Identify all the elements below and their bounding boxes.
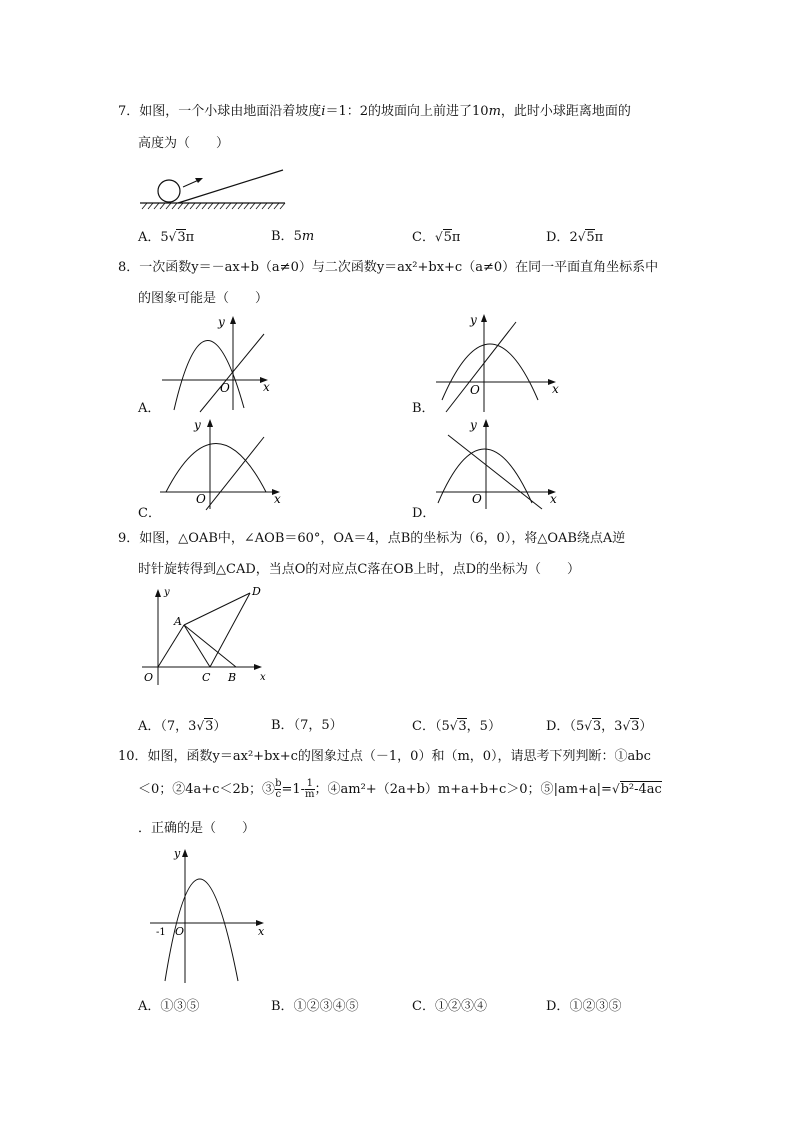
q9-line2: 时针旋转得到△CAD，当点O的对应点C落在OB上时，点D的坐标为（ ）	[138, 562, 580, 577]
svg-text:x: x	[274, 492, 281, 506]
q10-text: 如图，函数y＝ax²+bx+c的图象过点（－1，0）和（m，0），请思考下列判断：①abc	[147, 749, 651, 764]
q9-option-a: A．（7，3√3）	[138, 719, 227, 734]
ball	[158, 180, 180, 202]
slope-line	[178, 170, 283, 203]
svg-text:y: y	[164, 587, 170, 598]
q10-option-c: C．①②③④	[412, 999, 487, 1014]
q10-graph	[148, 845, 278, 985]
q9-text: 如图，△OAB中，∠AOB＝60°，OA＝4，点B的坐标为（6，0），将△OAB绕点A逆	[139, 531, 626, 546]
q8-graph-a	[158, 312, 278, 412]
q9-number: 9．	[118, 531, 140, 546]
q7-text-c: ，此时小球距离地面的	[500, 104, 631, 119]
q9-figure	[140, 585, 280, 690]
q7-option-b: B．5m	[271, 229, 315, 244]
svg-text:O: O	[470, 383, 480, 397]
svg-text:x: x	[550, 492, 557, 506]
q7-option-c: C．√5π	[412, 230, 461, 245]
q7-number: 7．	[118, 104, 140, 119]
svg-text:x: x	[552, 382, 559, 396]
q10-option-d: D．①②③⑤	[546, 999, 622, 1014]
svg-text:-1: -1	[156, 927, 166, 938]
svg-text:O: O	[144, 671, 154, 684]
q8-option-d: D．	[412, 506, 436, 521]
svg-text:x: x	[263, 380, 270, 394]
q9-option-c: C．（5√3，5）	[412, 719, 501, 734]
q8-line2: 的图象可能是（ ）	[138, 291, 269, 306]
q7-text-b: ＝1：2的坡面向上前进了10	[325, 104, 489, 119]
svg-text:y: y	[470, 313, 477, 327]
svg-text:O: O	[175, 925, 185, 938]
svg-text:O: O	[196, 492, 206, 506]
svg-text:B: B	[228, 671, 237, 684]
svg-text:y: y	[470, 418, 477, 432]
q8-graph-c	[158, 415, 288, 510]
q7-line1	[118, 103, 631, 121]
q10-radicand: b²-4ac	[620, 782, 662, 797]
ground-hatch	[142, 203, 285, 209]
q8-graph-b	[434, 310, 564, 415]
q10-option-a: A．①③⑤	[138, 999, 200, 1014]
q7-text-a: 如图，一个小球由地面沿着坡度	[139, 104, 322, 119]
q7-unit-m: m	[488, 104, 501, 119]
svg-text:y: y	[174, 847, 181, 860]
q9-line1	[118, 530, 625, 548]
q10-line3: ．正确的是（ ）	[138, 821, 256, 836]
q7-var-i: i	[321, 104, 326, 119]
q9-option-d: D．（5√3，3√3）	[546, 719, 653, 734]
svg-text:y: y	[218, 315, 225, 329]
q8-text: 一次函数y＝－ax+b（a≠0）与二次函数y＝ax²+bx+c（a≠0）在同一平面直角坐标系中	[139, 260, 659, 275]
q9-option-b: B．（7，5）	[271, 718, 343, 733]
q10-option-b: B．①②③④⑤	[271, 999, 359, 1014]
q8-line1	[118, 259, 658, 277]
svg-text:C: C	[202, 671, 211, 684]
q10-line2: ＜0；②4a+c＜2b；③ $\frac{b}{c}$ =1- $\frac{1}{m}$ ；④am²+（2a+b）m+a+b+c＞0；⑤|am+a|=√b²-4ac	[138, 778, 662, 800]
q8-option-b: B．	[412, 401, 435, 416]
q7-option-a: A．5√3π	[138, 230, 195, 245]
svg-text:D: D	[252, 585, 261, 598]
svg-text:A: A	[174, 615, 182, 628]
q10-line1	[118, 748, 651, 766]
svg-text:x: x	[258, 925, 265, 938]
svg-text:O: O	[220, 381, 230, 395]
q7-option-d: D．2√5π	[546, 230, 604, 245]
svg-text:O: O	[472, 492, 482, 506]
q8-number: 8．	[118, 260, 140, 275]
q7-slope-figure	[138, 165, 288, 215]
svg-text:x: x	[260, 672, 266, 683]
q7-line2: 高度为（ ）	[138, 136, 230, 151]
q10-number: 10．	[118, 749, 148, 764]
q10-abs-expr: |am+a|=	[553, 782, 612, 797]
svg-text:y: y	[194, 418, 201, 432]
q8-option-c: C．	[138, 506, 161, 521]
q10-fraction-1-over-m: $\frac{1}{m}$	[305, 778, 315, 800]
q10-fraction-b-over-c: $\frac{b}{c}$	[275, 778, 282, 800]
q8-graph-d	[434, 415, 564, 510]
q8-option-a: A．	[138, 401, 161, 416]
